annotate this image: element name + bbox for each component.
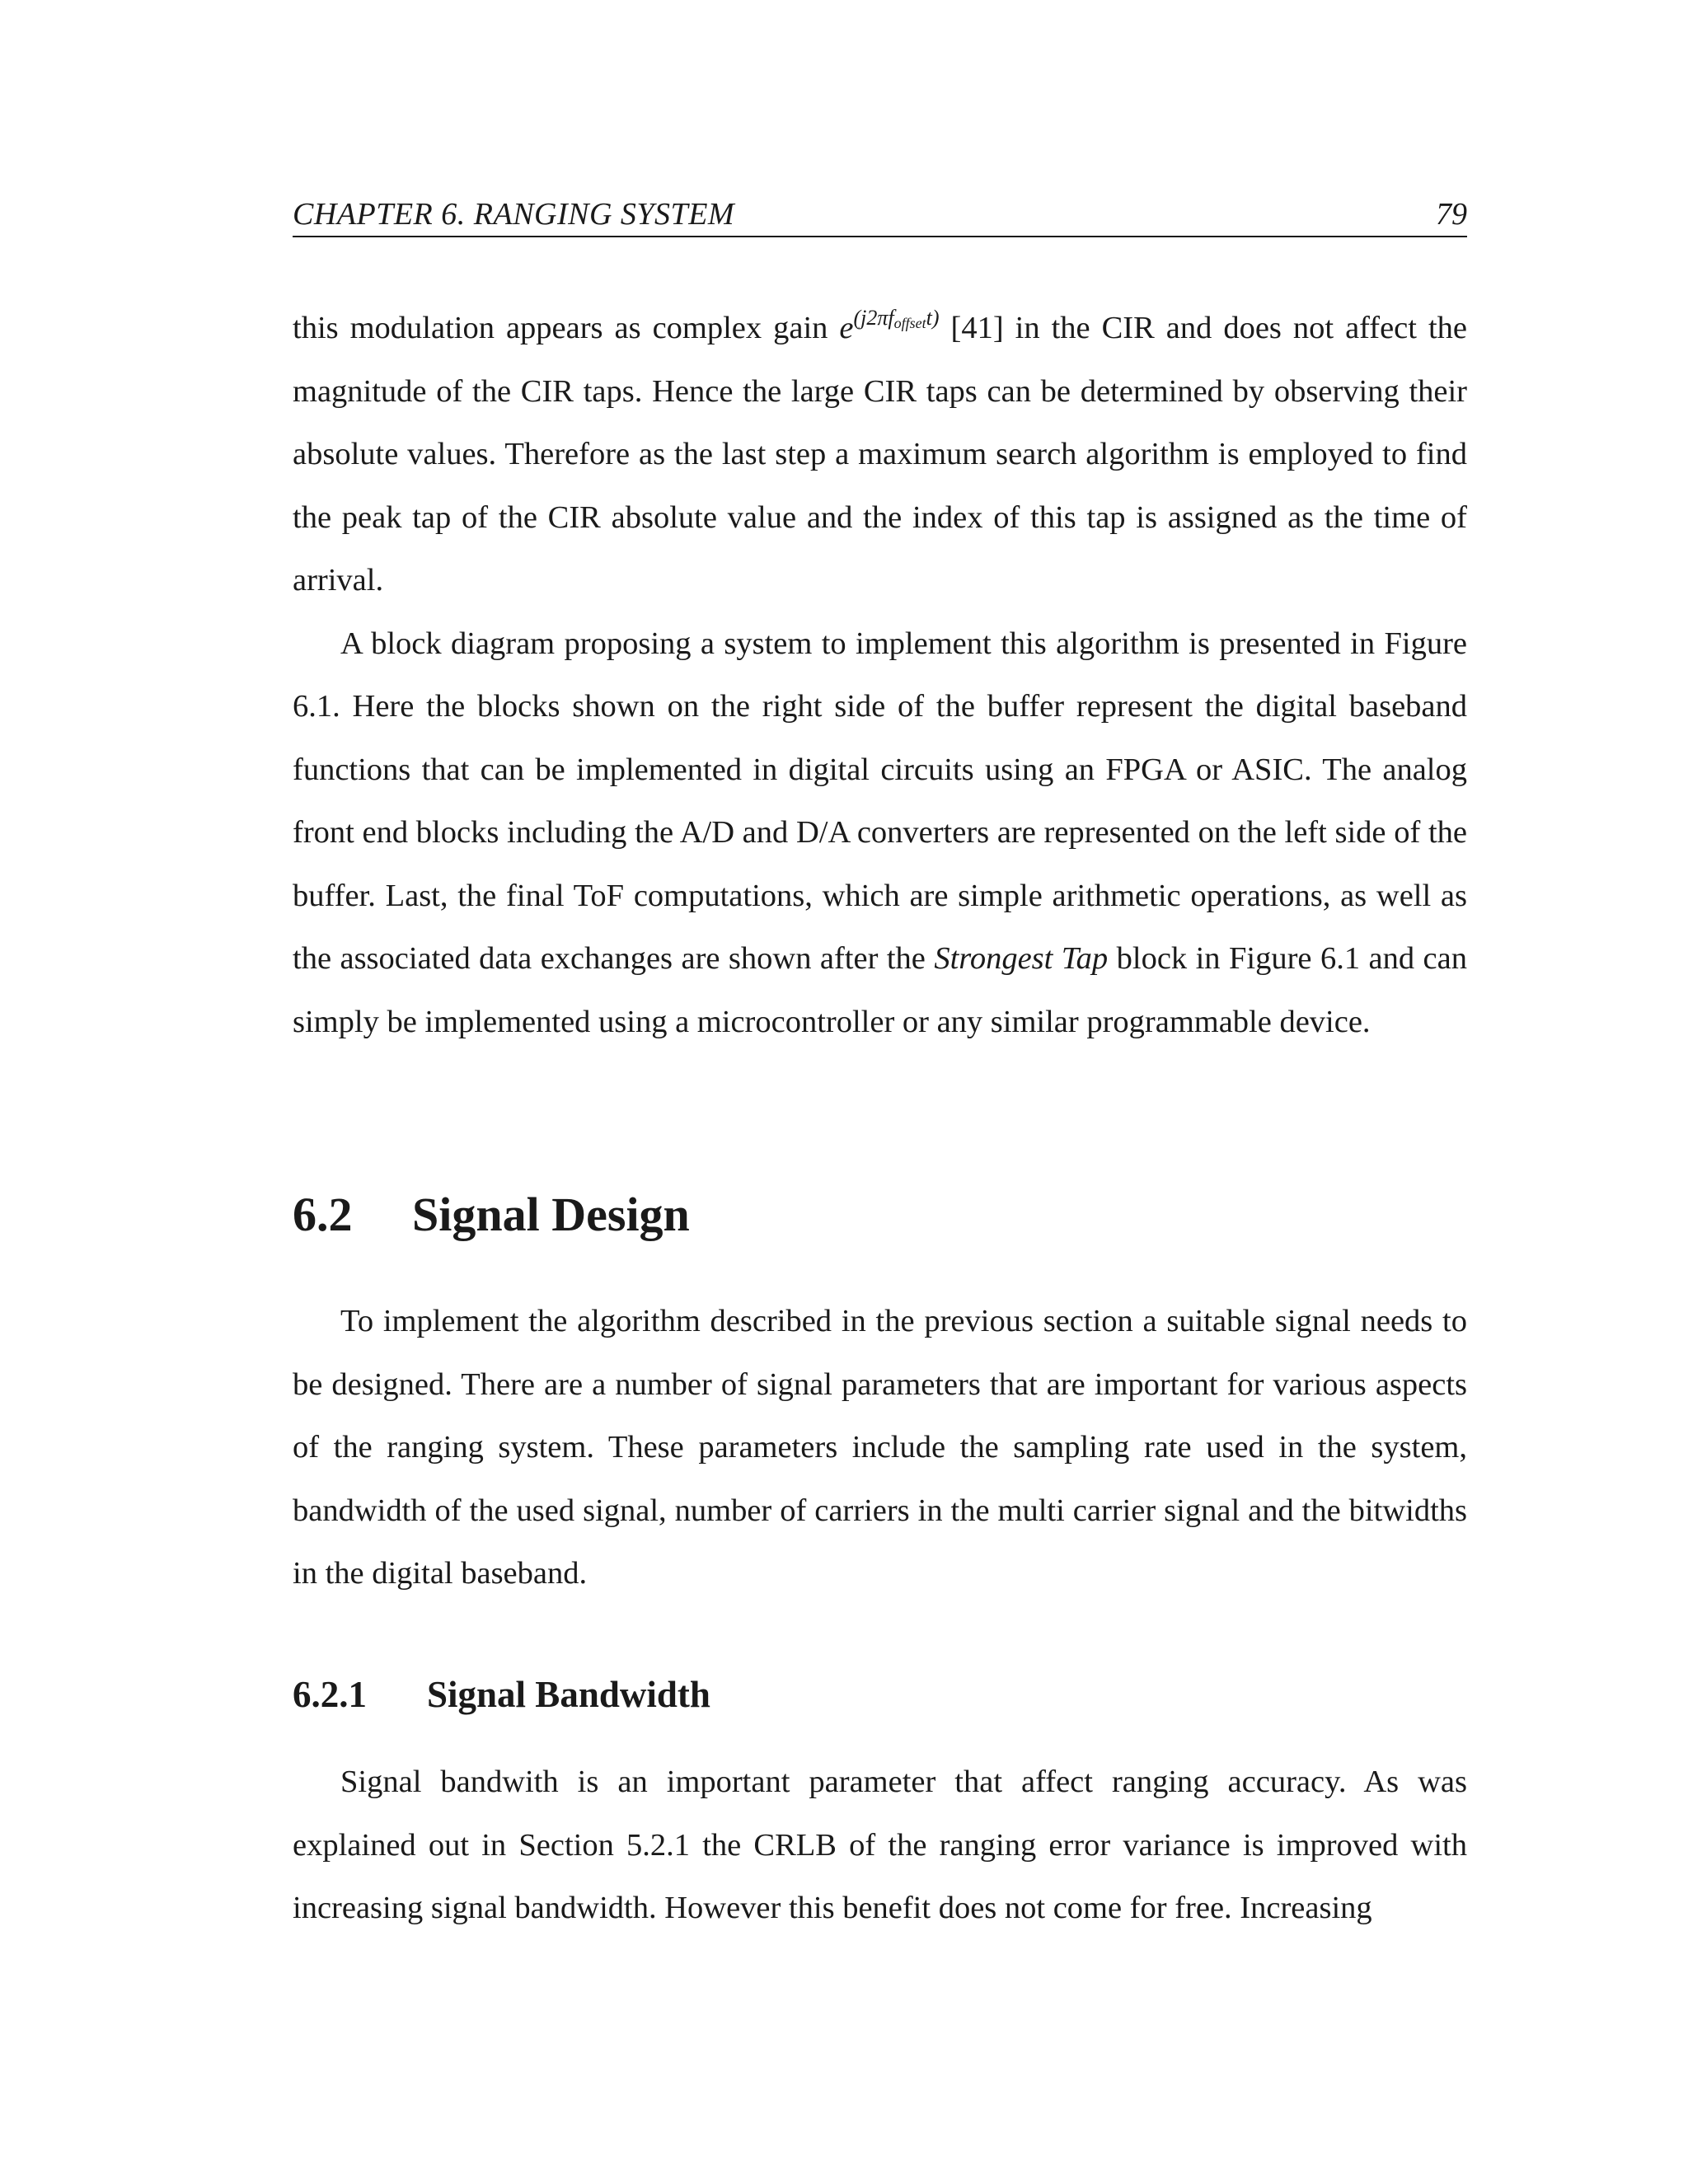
paragraph-block-diagram (293, 612, 1467, 1054)
strongest-tap-emphasis: Strongest Tap (934, 941, 1109, 976)
section-title: Signal Design (412, 1188, 690, 1241)
formula-exponent-end: t) (926, 306, 940, 330)
page-number: 79 (1436, 197, 1467, 232)
paragraph-text: this modulation appears as complex gain (293, 311, 840, 345)
paragraph-signal-design: To implement the algorithm described in the previous section a suitable signal needs to be designed. There are a number of signal parameters that are important for various aspects of the ranging system. These parameters include the sampling rate used in the system, bandwidth of the used signal, number of carriers in the multi carrier signal and the bitwidths in the digital baseband. (293, 1304, 1467, 1591)
section-number: 6.2 (293, 1188, 353, 1241)
document-page (293, 0, 1467, 2184)
subsection-number: 6.2.1 (293, 1674, 367, 1715)
section-6-2-body (293, 1290, 1467, 1605)
paragraph-text: block in Figure 6.1 and can simply be implemented using a microcontroller or any similar programmable device. (293, 941, 1467, 1039)
chapter-title: CHAPTER 6. RANGING SYSTEM (293, 197, 735, 232)
subsection-heading-6-2-1 (293, 1673, 710, 1716)
complex-gain-formula (839, 306, 940, 345)
formula-base: e (839, 311, 854, 345)
paragraph-text: A block diagram proposing a system to implement this algorithm is presented in Figure 6.1. Here the blocks shown on the right side of the buffer represent the digital baseband functions that can be implemented in digital circuits using an FPGA or ASIC. The analog front end blocks including the A/D and D/A converters are represented on the left side of the buffer. Last, the final ToF computations, which are simple arithmetic operations, as well as the associated data exchanges are shown after the (293, 626, 1467, 976)
paragraph-continuation (293, 297, 1467, 612)
body-text-top (293, 297, 1467, 1053)
paragraph-text: [41] in the CIR and does not affect the magnitude of the CIR taps. Hence the large CIR taps can be determined by observing their absolute values. Therefore as the last step a maximum search algorithm is employed to find the peak tap of the CIR absolute value and the index of this tap is assigned as the time of arrival. (293, 311, 1467, 598)
formula-exponent (854, 306, 940, 330)
subsection-title: Signal Bandwidth (427, 1674, 710, 1715)
paragraph-signal-bandwidth: Signal bandwith is an important parameter that affect ranging accuracy. As was explained out in Section 5.2.1 the CRLB of the ranging error variance is improved with increasing signal bandwidth. However this benefit does not come for free. Increasing (293, 1765, 1467, 1925)
formula-subscript: offset (893, 315, 926, 331)
section-6-2-1-body (293, 1750, 1467, 1940)
section-heading-6-2 (293, 1187, 690, 1242)
running-header (293, 191, 1467, 237)
formula-exponent-start: (j2πf (853, 306, 894, 330)
